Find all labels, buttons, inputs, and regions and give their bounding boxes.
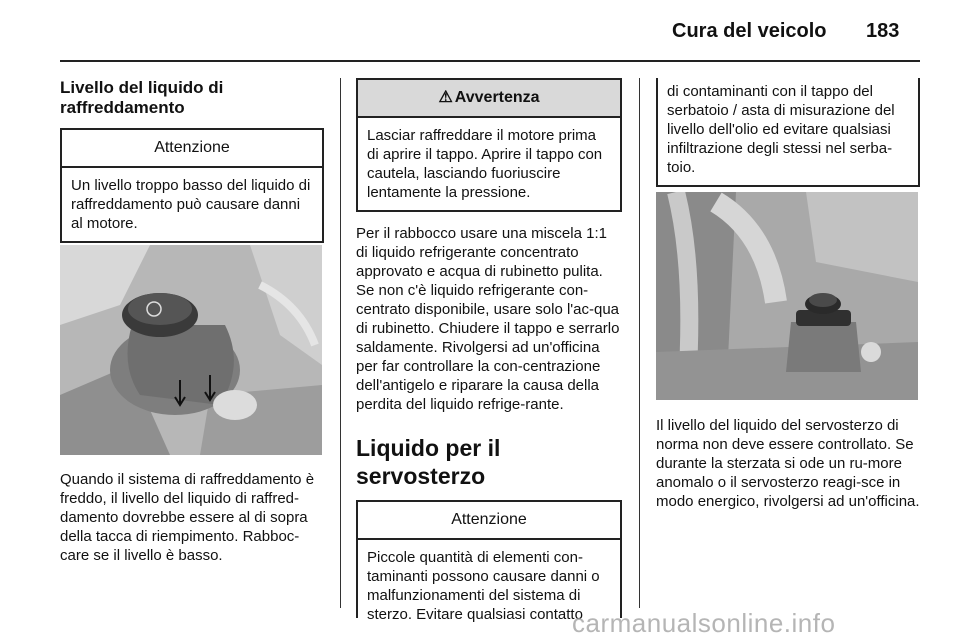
warning-header [358,80,620,118]
power-steering-reservoir-photo [656,192,918,400]
section-heading-power-steering: Liquido per il servosterzo [356,435,501,489]
coolant-reservoir-photo [60,245,322,455]
caution-text: Un livello troppo basso del liquido di raffreddamento può causare danni al motore. [71,177,311,232]
engine-bay-illustration [60,245,322,455]
section-heading-coolant: Livello del liquido di raffreddamento [60,78,224,117]
column-2 [356,78,622,623]
steering-reservoir-illustration [656,192,918,400]
power-steering-paragraph: Il livello del liquido del servosterzo di norma non deve essere controllato. Se durante la sterzata si ode un ru-more anomalo o il servosterzo reagi-sce in modo energico, rivolgersi ad un'officina. [656,417,920,510]
warning-text: Lasciar raffreddare il motore prima di aprire il tappo. Aprire il tappo con cautela, lasciando fuoriuscire lentamente la pressione. [367,127,603,201]
caution-continued-text: di contaminanti con il tappo del serbatoio / asta di misurazione del livello dell'olio ed evitare qualsiasi infiltrazione degli stessi nel serba-toio. [667,83,895,176]
page-number: 183 [866,20,900,42]
watermark: carmanualsonline.info [572,608,836,638]
warning-triangle-icon: ⚠ [438,89,453,106]
column-3-bottom [656,416,920,511]
coolant-level-paragraph: Quando il sistema di raffreddamento è freddo, il livello del liquido di raffred-damento dovrebbe essere al di sopra della tacca di riempimento. Rabboc-care se il livello è basso. [60,471,315,564]
running-header-title: Cura del veicolo [672,20,827,42]
caution-box-steering [356,500,622,623]
warning-title: Avvertenza [454,89,540,106]
refill-paragraph: Per il rabbocco usare una miscela 1:1 di liquido refrigerante concentrato approvato e acqua di rubinetto pulita. Se non c'è liquido refrigerante con-centrato disponibile, usare solo l'ac-qua di rubinetto. Chiudere il tappo e serrarlo saldamente. Rivolgersi ad un'officina per far controllare la con-centrazione dell'antigelo e riparare la causa della perdita del liquido refrige-rante. [356,225,620,413]
caution-box-continued [656,78,920,187]
warning-box [356,78,622,212]
caution-title: Attenzione [62,130,322,168]
column-1-bottom [60,470,324,565]
caution-title-steering: Attenzione [358,502,620,540]
header-divider [60,60,920,62]
caution-text-steering: Piccole quantità di elementi con-taminanti possono causare danni o malfunzionamenti del sistema di sterzo. Evitare qualsiasi contatto [367,549,600,623]
column-1 [60,78,324,243]
column-divider-2 [639,78,640,608]
caution-box-coolant [60,128,324,243]
column-3 [656,78,920,187]
column-divider-1 [340,78,341,608]
